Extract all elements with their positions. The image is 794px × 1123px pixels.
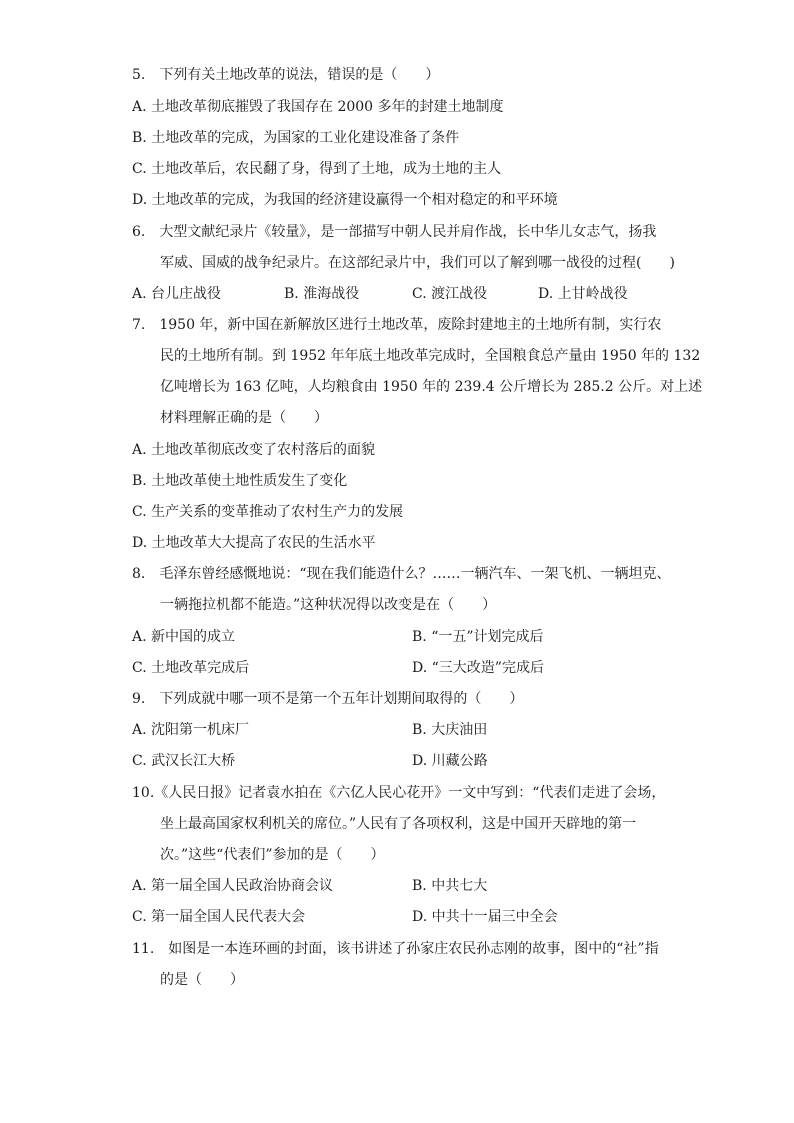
question-8-option-b: B. “一五”计划完成后 [412, 629, 544, 645]
question-7-option-d: D. 土地改革大大提高了农民的生活水平 [132, 535, 376, 551]
question-5-option-a: A. 土地改革彻底摧毁了我国存在 2000 多年的封建土地制度 [132, 99, 504, 115]
question-11-stem-line-2: 的是（ ） [160, 972, 244, 988]
question-6-option-b: B. 淮海战役 [284, 286, 360, 302]
question-6-option-d: D. 上甘岭战役 [538, 286, 628, 302]
question-5-stem: 5. 下列有关土地改革的说法，错误的是（ ） [132, 67, 440, 83]
question-9-option-d: D. 川藏公路 [412, 753, 488, 769]
question-10-stem-line-2: 坐上最高国家权利机关的席位。”人民有了各项权利，这是中国开天辟地的第一 [160, 816, 637, 832]
question-6-stem-line-2: 军威、国威的战争纪录片。在这部纪录片中，我们可以了解到哪一战役的过程( ) [160, 255, 675, 271]
question-6-stem-line-1: 6. 大型文献纪录片《较量》，是一部描写中朝人民并肩作战，长中华儿女志气，扬我 [132, 224, 657, 240]
question-7-stem-line-1: 7. 1950 年，新中国在新解放区进行土地改革，废除封建地主的土地所有制，实行农 [132, 317, 662, 333]
question-5-option-c: C. 土地改革后，农民翻了身，得到了土地，成为土地的主人 [132, 161, 502, 177]
question-6-option-a: A. 台儿庄战役 [132, 286, 222, 302]
question-7-option-c: C. 生产关系的变革推动了农村生产力的发展 [132, 504, 404, 520]
question-8-stem-line-1: 8. 毛泽东曾经感慨地说：“现在我们能造什么？……一辆汽车、一架飞机、一辆坦克、 [132, 566, 671, 582]
question-9-stem: 9. 下列成就中哪一项不是第一个五年计划期间取得的（ ） [132, 691, 524, 707]
question-9-option-c: C. 武汉长江大桥 [132, 753, 236, 769]
question-5-option-d: D. 土地改革的完成，为我国的经济建设赢得一个相对稳定的和平环境 [132, 192, 558, 208]
question-8-option-c: C. 土地改革完成后 [132, 660, 250, 676]
question-7-stem-line-2: 民的土地所有制。到 1952 年年底土地改革完成时，全国粮食总产量由 1950 年的 132 [160, 348, 701, 364]
question-6-option-c: C. 渡江战役 [412, 286, 488, 302]
question-7-option-b: B. 土地改革使土地性质发生了变化 [132, 473, 348, 489]
question-10-option-c: C. 第一届全国人民代表大会 [132, 909, 306, 925]
question-10-stem-line-1: 10.《人民日报》记者袁水拍在《六亿人民心花开》一文中写到：“代表们走进了会场， [132, 785, 666, 801]
question-10-option-d: D. 中共十一届三中全会 [412, 909, 558, 925]
question-10-option-b: B. 中共七大 [412, 878, 488, 894]
question-8-option-d: D. “三大改造”完成后 [412, 660, 544, 676]
question-5-option-b: B. 土地改革的完成，为国家的工业化建设准备了条件 [132, 130, 460, 146]
question-11-stem-line-1: 11. 如图是一本连环画的封面，该书讲述了孙家庄农民孙志刚的故事，图中的“社”指 [132, 941, 659, 957]
question-10-option-a: A. 第一届全国人民政治协商会议 [132, 878, 334, 894]
question-7-stem-line-4: 材料理解正确的是（ ） [160, 410, 328, 426]
question-8-option-a: A. 新中国的成立 [132, 629, 236, 645]
question-10-stem-line-3: 次。”这些“代表们”参加的是（ ） [160, 847, 385, 863]
question-8-stem-line-2: 一辆拖拉机都不能造。”这种状况得以改变是在（ ） [160, 597, 497, 613]
question-7-stem-line-3: 亿吨增长为 163 亿吨，人均粮食由 1950 年的 239.4 公斤增长为 285.2 公斤。对上述 [160, 379, 703, 395]
question-9-option-a: A. 沈阳第一机床厂 [132, 722, 250, 738]
question-7-option-a: A. 土地改革彻底改变了农村落后的面貌 [132, 442, 376, 458]
question-9-option-b: B. 大庆油田 [412, 722, 488, 738]
